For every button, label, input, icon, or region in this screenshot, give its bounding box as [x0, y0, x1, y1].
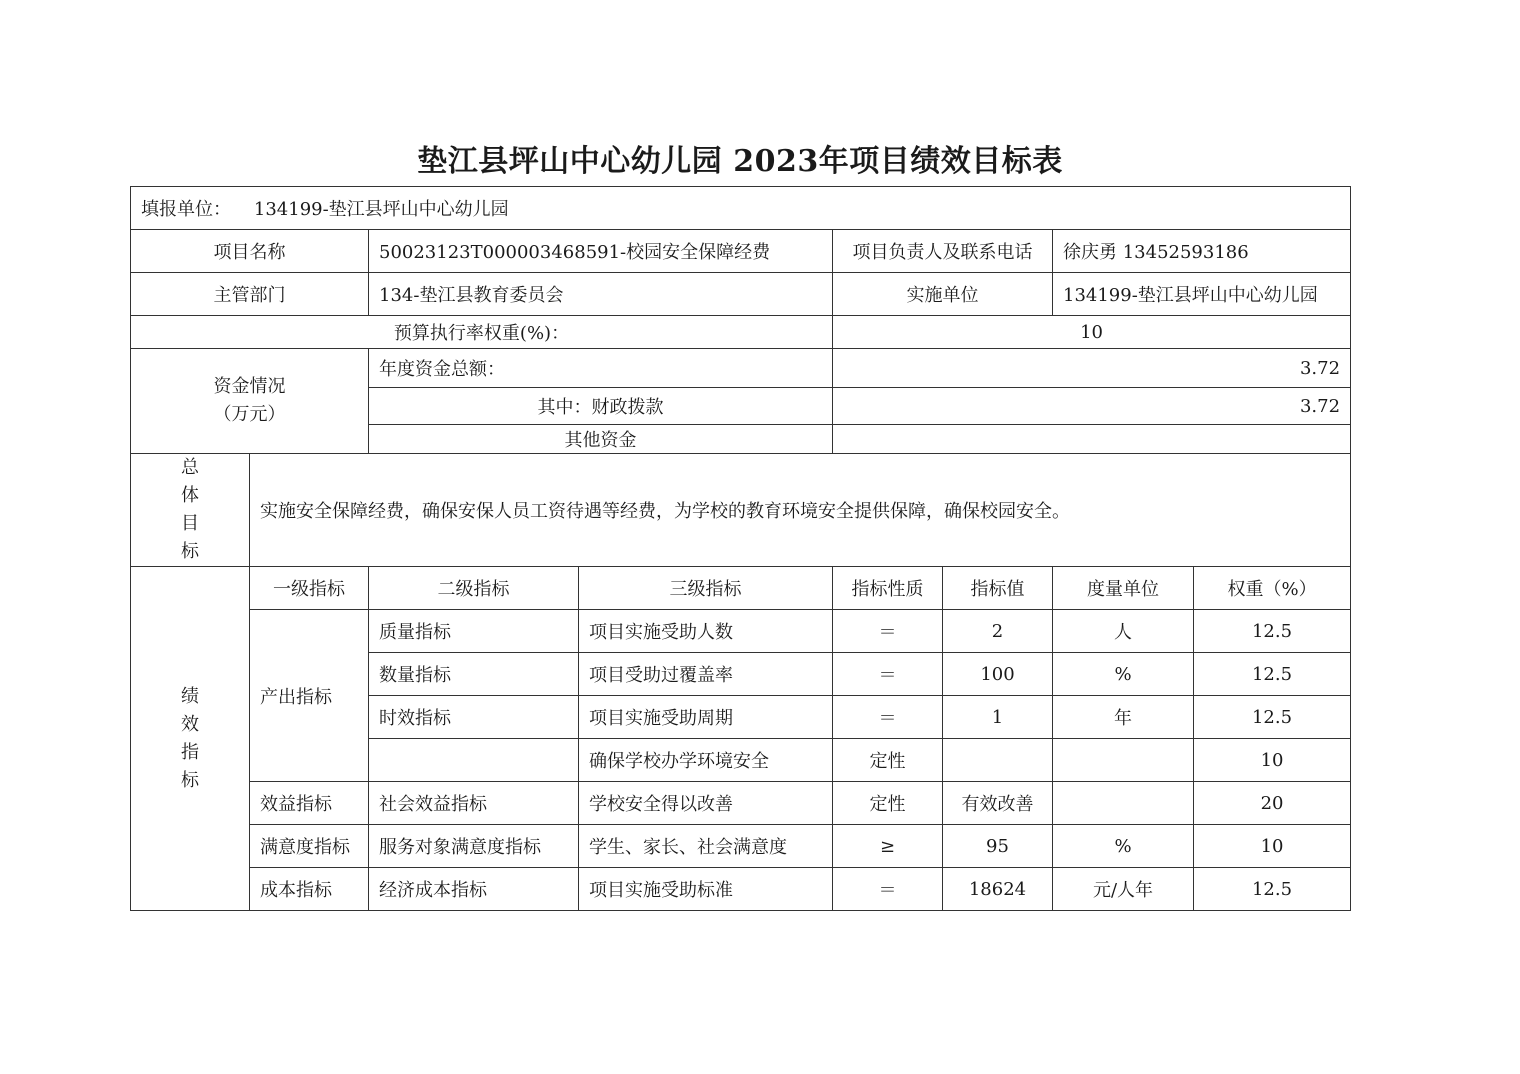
funds-label-line1: 资金情况 — [213, 376, 286, 397]
unit-cell — [131, 187, 1351, 230]
weight-cell: 12.5 — [1194, 653, 1351, 696]
indicators-label-char: 效 — [181, 713, 199, 735]
unit-cell: % — [1053, 825, 1194, 868]
indicator-header-row — [131, 567, 1351, 610]
funds-total-row — [131, 349, 1351, 388]
header-level2: 二级指标 — [369, 567, 579, 610]
indicators-label-char: 标 — [181, 769, 199, 791]
header-weight: 权重（%） — [1194, 567, 1351, 610]
header-level3: 三级指标 — [579, 567, 833, 610]
level2-cell: 社会效益指标 — [369, 782, 579, 825]
indicators-label-char: 指 — [181, 741, 199, 763]
budget-weight-value: 10 — [833, 316, 1351, 349]
level2-cell: 质量指标 — [369, 610, 579, 653]
table-row — [131, 782, 1351, 825]
project-name-label: 项目名称 — [131, 230, 369, 273]
level3-cell: 项目实施受助标准 — [579, 868, 833, 911]
budget-weight-row — [131, 316, 1351, 349]
level2-cell: 经济成本指标 — [369, 868, 579, 911]
level3-cell: 项目实施受助周期 — [579, 696, 833, 739]
value-cell: 2 — [943, 610, 1053, 653]
header-unit: 度量单位 — [1053, 567, 1194, 610]
nature-cell: ＝ — [833, 610, 943, 653]
table-row — [131, 825, 1351, 868]
level3-cell: 确保学校办学环境安全 — [579, 739, 833, 782]
funds-label-line2: （万元） — [213, 404, 286, 425]
level1-cell: 满意度指标 — [250, 825, 369, 868]
weight-cell: 10 — [1194, 739, 1351, 782]
goal-label-char: 体 — [181, 485, 199, 506]
value-cell: 95 — [943, 825, 1053, 868]
value-cell: 有效改善 — [943, 782, 1053, 825]
funds-total-value: 3.72 — [833, 349, 1351, 388]
table-row — [131, 610, 1351, 653]
funds-label — [131, 349, 369, 454]
nature-cell: ＝ — [833, 653, 943, 696]
header-level1: 一级指标 — [250, 567, 369, 610]
contact-label: 项目负责人及联系电话 — [833, 230, 1053, 273]
goal-text: 实施安全保障经费，确保安保人员工资待遇等经费，为学校的教育环境安全提供保障，确保校园安全。 — [250, 454, 1351, 567]
level3-cell: 项目实施受助人数 — [579, 610, 833, 653]
weight-cell: 12.5 — [1194, 868, 1351, 911]
value-cell: 100 — [943, 653, 1053, 696]
funds-other-value — [833, 425, 1351, 454]
value-cell: 18624 — [943, 868, 1053, 911]
performance-table — [130, 186, 1351, 911]
nature-cell: 定性 — [833, 782, 943, 825]
unit-row — [131, 187, 1351, 230]
weight-cell: 10 — [1194, 825, 1351, 868]
unit-cell — [1053, 739, 1194, 782]
table-row — [131, 868, 1351, 911]
output-label: 产出指标 — [250, 610, 369, 782]
header-nature: 指标性质 — [833, 567, 943, 610]
level2-cell: 服务对象满意度指标 — [369, 825, 579, 868]
unit-cell: 人 — [1053, 610, 1194, 653]
nature-cell: ＝ — [833, 696, 943, 739]
page-title: 垫江县坪山中心幼儿园 2023年项目绩效目标表 — [417, 144, 1063, 179]
goal-label-char: 标 — [181, 541, 199, 562]
contact-value: 徐庆勇 13452593186 — [1053, 230, 1351, 273]
value-cell — [943, 739, 1053, 782]
value-cell: 1 — [943, 696, 1053, 739]
level2-cell: 数量指标 — [369, 653, 579, 696]
project-name-value: 50023123T000003468591-校园安全保障经费 — [369, 230, 833, 273]
dept-row — [131, 273, 1351, 316]
weight-cell: 20 — [1194, 782, 1351, 825]
header-value: 指标值 — [943, 567, 1053, 610]
level3-cell: 学生、家长、社会满意度 — [579, 825, 833, 868]
level1-cell: 效益指标 — [250, 782, 369, 825]
unit-label: 填报单位： — [141, 199, 231, 220]
impl-value: 134199-垫江县坪山中心幼儿园 — [1053, 273, 1351, 316]
goal-label — [131, 454, 250, 567]
project-name-row — [131, 230, 1351, 273]
goal-label-char: 总 — [181, 457, 199, 478]
level3-cell: 学校安全得以改善 — [579, 782, 833, 825]
indicators-label-char: 绩 — [181, 685, 199, 707]
level2-cell — [369, 739, 579, 782]
dept-value: 134-垫江县教育委员会 — [369, 273, 833, 316]
indicators-label — [131, 567, 250, 911]
nature-cell: 定性 — [833, 739, 943, 782]
unit-cell: % — [1053, 653, 1194, 696]
funds-total-label: 年度资金总额： — [369, 349, 833, 388]
unit-value: 134199-垫江县坪山中心幼儿园 — [253, 199, 509, 220]
nature-cell: ＝ — [833, 868, 943, 911]
funds-other-label: 其他资金 — [369, 425, 833, 454]
level2-cell: 时效指标 — [369, 696, 579, 739]
weight-cell: 12.5 — [1194, 610, 1351, 653]
level3-cell: 项目受助过覆盖率 — [579, 653, 833, 696]
weight-cell: 12.5 — [1194, 696, 1351, 739]
goal-row — [131, 454, 1351, 567]
budget-weight-label: 预算执行率权重(%)： — [131, 316, 833, 349]
unit-cell — [1053, 782, 1194, 825]
unit-cell: 元/人年 — [1053, 868, 1194, 911]
funds-fiscal-label: 其中：财政拨款 — [369, 388, 833, 425]
level1-cell: 成本指标 — [250, 868, 369, 911]
nature-cell: ≥ — [833, 825, 943, 868]
goal-label-char: 目 — [181, 513, 199, 534]
funds-fiscal-value: 3.72 — [833, 388, 1351, 425]
impl-label: 实施单位 — [833, 273, 1053, 316]
unit-cell: 年 — [1053, 696, 1194, 739]
dept-label: 主管部门 — [131, 273, 369, 316]
